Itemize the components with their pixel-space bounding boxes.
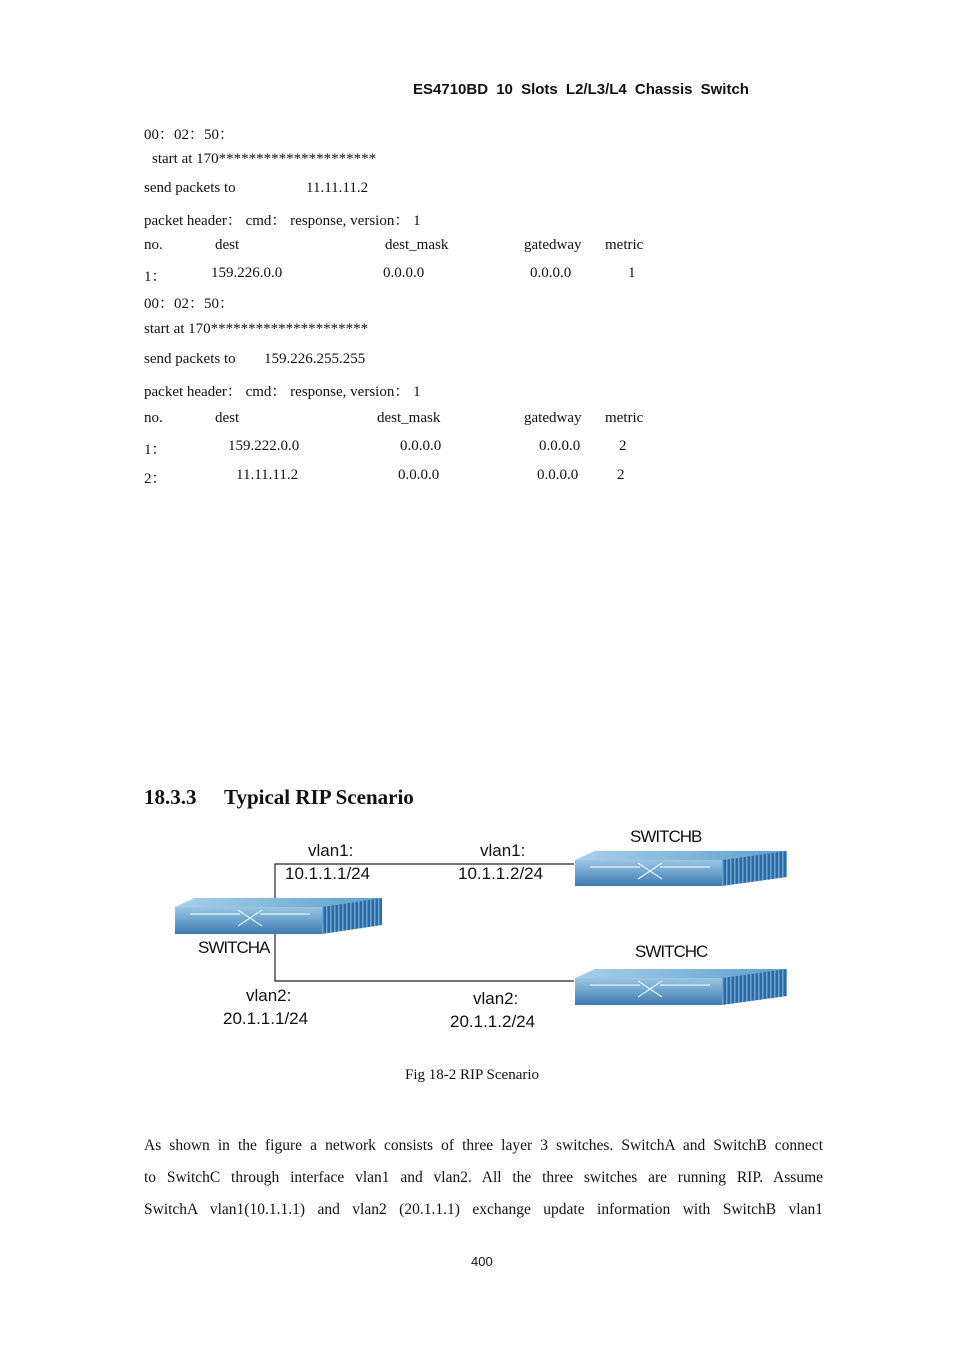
route-gateway: 0.0.0.0: [539, 438, 581, 454]
c-vlan2-ip: 20.1.1.2/24: [450, 1012, 536, 1031]
route-no: 1：: [144, 442, 167, 458]
a-vlan1-ip: 10.1.1.1/24: [285, 864, 371, 883]
figure-caption: Fig 18-2 RIP Scenario: [405, 1067, 540, 1083]
a-vlan1-name: vlan1:: [308, 841, 354, 860]
packet-header-line: packet header： cmd： response, version： 1: [144, 384, 421, 400]
switch-c-icon: [575, 969, 787, 1005]
paragraph-line: SwitchA vlan1(10.1.1.1) and vlan2 (20.1.1.1) exchange update information with SwitchB vlan1: [144, 1201, 823, 1218]
col-metric: metric: [605, 410, 644, 426]
packet-header-line: packet header： cmd： response, version： 1: [144, 213, 421, 229]
timestamp-line: 00：02：50：: [144, 127, 235, 143]
col-gatedway: gatedway: [524, 237, 582, 253]
route-no: 2：: [144, 471, 167, 487]
col-metric: metric: [605, 237, 644, 253]
route-gateway: 0.0.0.0: [530, 265, 572, 281]
switch-b-label: SWITCHB: [630, 827, 702, 846]
route-no: 1：: [144, 269, 167, 285]
switch-a-label: SWITCHA: [198, 938, 270, 957]
vlan2-link: [275, 932, 574, 981]
col-dest: dest: [215, 410, 240, 426]
send-label: send packets to: [144, 351, 236, 367]
page-number: 400: [471, 1254, 493, 1269]
paragraph-line: As shown in the figure a network consists of three layer 3 switches. SwitchA and SwitchB connect: [144, 1137, 823, 1154]
section-title: Typical RIP Scenario: [224, 785, 414, 809]
section-number: 18.3.3: [144, 785, 197, 809]
route-mask: 0.0.0.0: [398, 467, 440, 483]
a-vlan2-name: vlan2:: [246, 986, 292, 1005]
route-metric: 2: [619, 438, 627, 454]
col-dest-mask: dest_mask: [377, 410, 441, 426]
running-header: ES4710BD 10 Slots L2/L3/L4 Chassis Switch: [413, 81, 749, 98]
col-dest: dest: [215, 237, 240, 253]
route-dest: 159.226.0.0: [211, 265, 283, 281]
route-dest: 11.11.11.2: [236, 467, 299, 483]
switch-c-label: SWITCHC: [635, 942, 708, 961]
route-metric: 1: [628, 265, 636, 281]
send-address: 11.11.11.2: [306, 180, 369, 196]
switch-b-icon: [575, 851, 787, 886]
b-vlan1-name: vlan1:: [480, 841, 526, 860]
start-line: start at 170*********************: [144, 321, 369, 337]
section-heading: [144, 785, 414, 810]
col-no: no.: [144, 410, 163, 426]
route-gateway: 0.0.0.0: [537, 467, 579, 483]
start-line: start at 170*********************: [152, 151, 377, 167]
rip-scenario-diagram: [170, 822, 800, 1042]
timestamp-line: 00：02：50：: [144, 296, 235, 312]
col-dest-mask: dest_mask: [385, 237, 449, 253]
switch-a-icon: [175, 898, 382, 934]
send-label: send packets to: [144, 180, 236, 196]
route-metric: 2: [617, 467, 625, 483]
route-mask: 0.0.0.0: [400, 438, 442, 454]
col-no: no.: [144, 237, 163, 253]
col-gatedway: gatedway: [524, 410, 582, 426]
b-vlan1-ip: 10.1.1.2/24: [458, 864, 544, 883]
paragraph-line: to SwitchC through interface vlan1 and vlan2. All the three switches are running RIP. Assume: [144, 1169, 823, 1186]
route-mask: 0.0.0.0: [383, 265, 425, 281]
a-vlan2-ip: 20.1.1.1/24: [223, 1009, 309, 1028]
c-vlan2-name: vlan2:: [473, 989, 519, 1008]
send-address: 159.226.255.255: [264, 351, 366, 367]
route-dest: 159.222.0.0: [228, 438, 300, 454]
